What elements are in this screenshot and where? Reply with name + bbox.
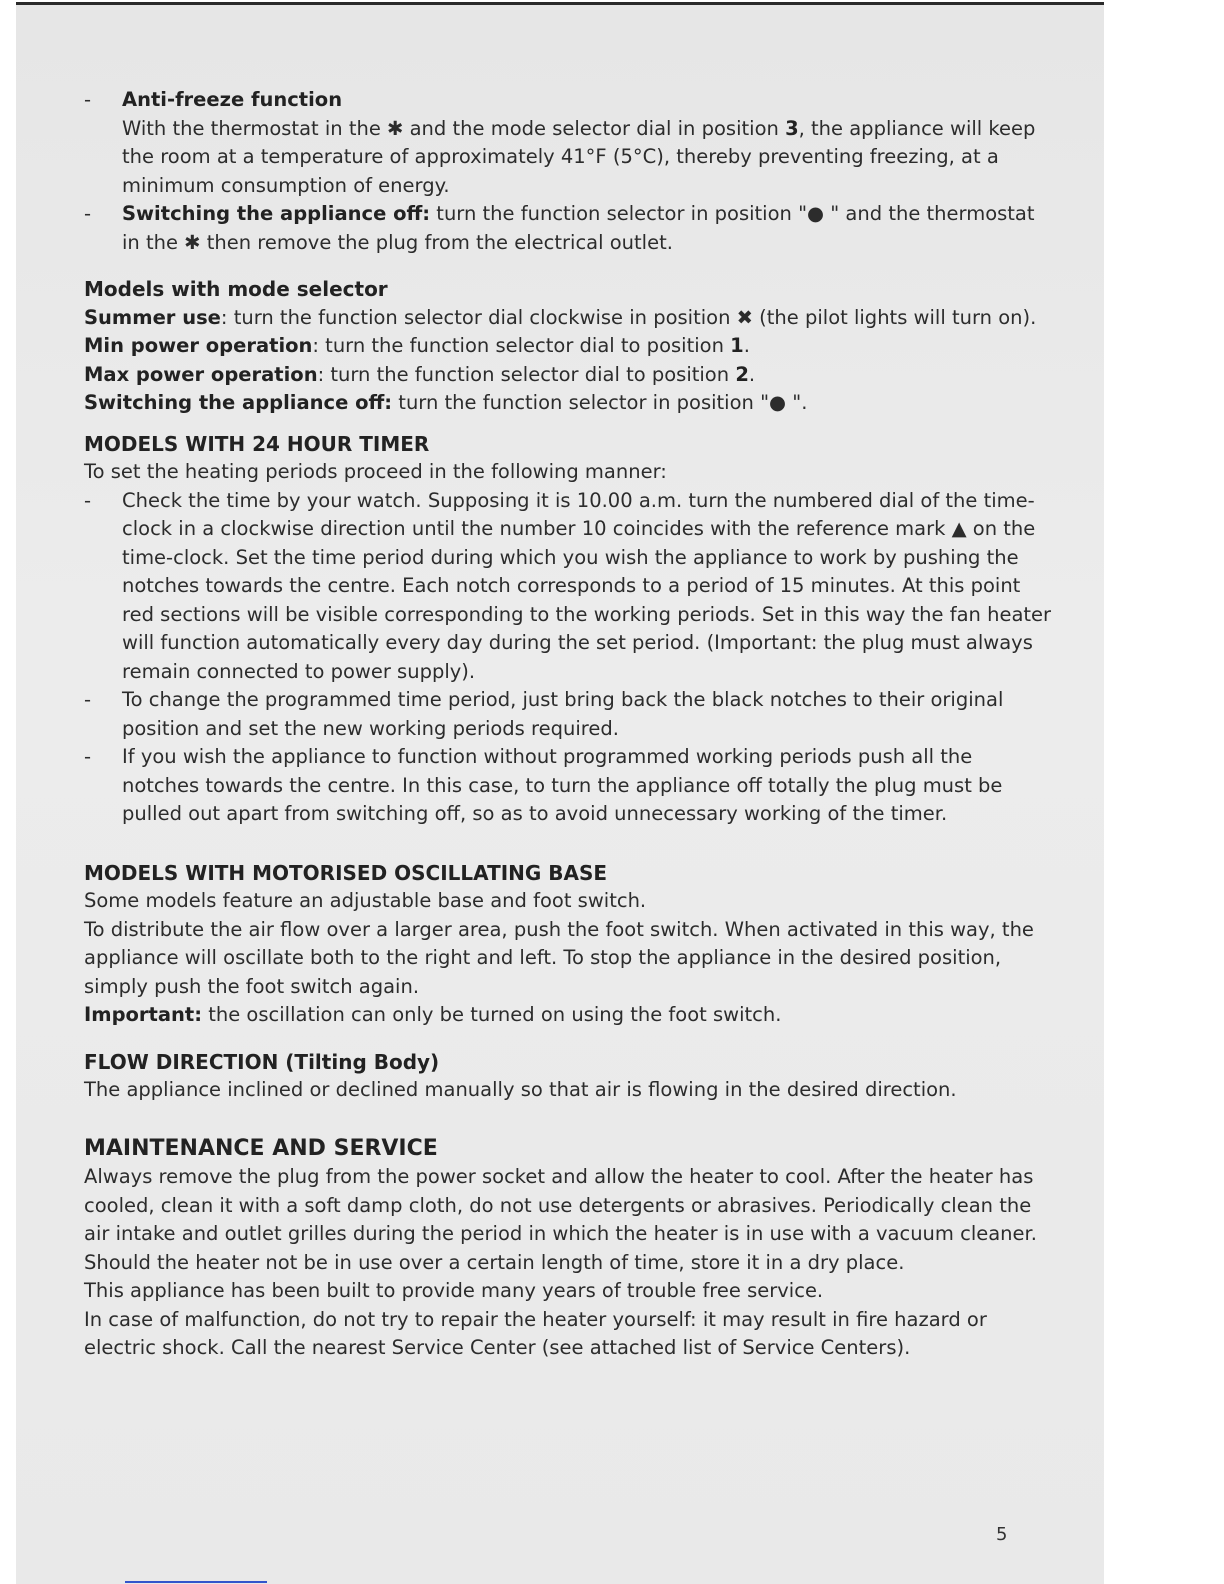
anti-freeze-text-1: With the thermostat in the [122, 116, 381, 140]
oscillating-heading: MODELS WITH MOTORISED OSCILLATING BASE [84, 860, 608, 885]
snowflake-icon: ✱ [184, 230, 201, 254]
oscillating-important [84, 1001, 1054, 1030]
min-power: Min power operation: turn the function selector dial to position 1. [84, 334, 750, 357]
min-power-position: 1 [730, 334, 744, 357]
switch-off-text-2: then remove the plug from the electrical outlet. [206, 230, 673, 254]
oscillating-p1: Some models feature an adjustable base and foot switch. [84, 889, 647, 912]
mode-switch-off-label: Switching the appliance off: [84, 391, 393, 414]
oscillating-p2: To distribute the air flow over a larger area, push the foot switch. When activated in this way, the appliance will oscillate both to the right and left. To stop the appliance in the desired position, simply push the foot switch again. [84, 917, 1034, 998]
anti-freeze-title: Anti-freeze function [122, 88, 343, 111]
maintenance-p3: This appliance has been built to provide many years of trouble free service. [84, 1279, 824, 1302]
max-power-text: : turn the function selector dial to position [317, 362, 730, 386]
timer-bullet-3: - If you wish the appliance to function without programmed working periods push all the notches towards the centre. In this case, to turn the appliance off totally the plug must be pulled out apart from switching off, so as to avoid unnecessary working of the timer. [84, 743, 1054, 829]
summer-use-text: : turn the function selector dial clockwise in position ✖ (the pilot lights will turn on). [220, 305, 1037, 329]
timer-heading: MODELS WITH 24 HOUR TIMER [84, 431, 430, 456]
anti-freeze-item [84, 86, 1054, 200]
flow-heading: FLOW DIRECTION (Tilting Body) [84, 1049, 440, 1074]
maintenance-p1: Always remove the plug from the power socket and allow the heater to cool. After the heater has cooled, clean it with a soft damp cloth, do not use detergents or abrasives. Periodically clean the air intake and outlet grilles during the period in which the heater is in use with a vacuum cleaner. [84, 1165, 1037, 1245]
snowflake-icon: ✱ [387, 116, 404, 140]
summer-use [84, 304, 1054, 333]
maintenance-p4: In case of malfunction, do not try to repair the heater yourself: it may result in fire hazard or electric shock. Call the nearest Service Center (see attached list of Service Centers). [84, 1307, 987, 1359]
flow-p1: The appliance inclined or declined manually so that air is flowing in the desired direction. [84, 1078, 957, 1101]
switch-off-text-1: turn the function selector in position "● " and the thermostat in the [122, 202, 1035, 254]
anti-freeze-text-2: and the mode selector dial in position [409, 116, 779, 140]
timer-bullet-2: - To change the programmed time period, just bring back the black notches to their original position and set the new working periods required. [84, 686, 1054, 743]
mode-selector-heading: Models with mode selector [84, 277, 388, 301]
document-body [84, 86, 1054, 1363]
summer-use-label: Summer use [84, 305, 221, 329]
mode-switch-off [84, 389, 1054, 418]
max-power-position: 2 [735, 362, 749, 386]
min-power-text: : turn the function selector dial to position [312, 334, 724, 357]
max-power-label: Max power operation [84, 362, 318, 386]
page-number: 5 [996, 1524, 1008, 1545]
link-underline [125, 1581, 267, 1583]
switch-off-label: Switching the appliance off: [122, 202, 431, 225]
mode-switch-off-text: turn the function selector in position "● ". [398, 391, 808, 414]
switch-off-item [84, 200, 1054, 257]
anti-freeze-position: 3 [785, 116, 799, 140]
important-text: the oscillation can only be turned on using the foot switch. [208, 1003, 782, 1026]
max-power: Max power operation: turn the function selector dial to position 2. [84, 362, 756, 386]
min-power-label: Min power operation [84, 334, 313, 357]
maintenance-heading: MAINTENANCE AND SERVICE [84, 1135, 438, 1161]
timer-bullet-1: - Check the time by your watch. Supposing it is 10.00 a.m. turn the numbered dial of the time-clock in a clockwise direction until the number 10 coincides with the reference mark ▲ on the time-clock. Set the time period during which you wish the appliance to work by pushing the notches towards the centre. Each notch corresponds to a period of 15 minutes. At this point red sections will be visible corresponding to the working periods. Set in this way the fan heater will function automatically every day during the set period. (Important: the plug must always remain connected to power supply). [84, 487, 1054, 687]
important-label: Important: [84, 1003, 203, 1026]
timer-intro: To set the heating periods proceed in the following manner: [84, 460, 667, 483]
anti-freeze-text-3: , the appliance will keep the room at a temperature of approximately 41°F (5°C), thereby preventing freezing, at a minimum consumption of energy. [122, 116, 1036, 197]
maintenance-p2: Should the heater not be in use over a certain length of time, store it in a dry place. [84, 1250, 905, 1274]
